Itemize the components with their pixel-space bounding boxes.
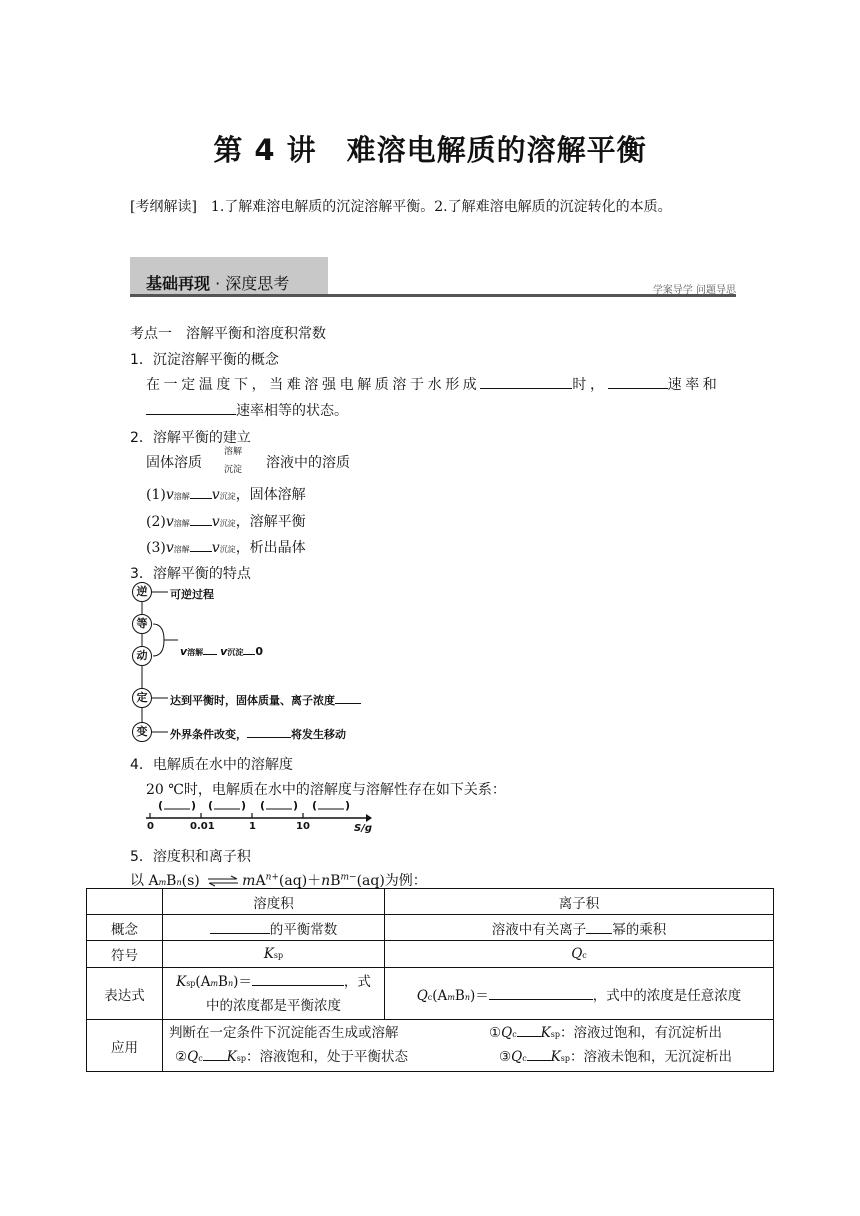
circle-ni: 逆 <box>132 582 152 602</box>
banner-title: 基础再现 · 深度思考 <box>146 274 290 293</box>
rate-item-2: (2)v溶解 v沉淀，溶解平衡 <box>146 514 306 530</box>
ksp-concept: 的平衡常数 <box>163 915 385 941</box>
qc-concept: 溶液中有关离子 幂的乘积 <box>385 915 774 941</box>
circle-deng: 等 <box>132 614 152 634</box>
svg-text:(: ( <box>312 799 318 812</box>
section-4-text: 20 ℃时，电解质在水中的溶解度与溶解性存在如下关系： <box>146 782 506 798</box>
tick-1: 1 <box>249 821 256 832</box>
banner-rule <box>130 294 736 297</box>
svg-text:(: ( <box>158 799 164 812</box>
brace <box>153 624 164 656</box>
section-3-heading: 3．溶解平衡的特点 <box>130 566 251 582</box>
page-title: 第 4 讲 难溶电解质的溶解平衡 <box>213 133 647 167</box>
banner-right-text: 学案导学 问题导思 <box>652 285 736 296</box>
header-ksp: 溶度积 <box>163 889 385 915</box>
solubility-axis <box>140 798 380 836</box>
section-2-heading: 2．溶解平衡的建立 <box>130 430 251 446</box>
blank <box>146 401 236 415</box>
features-diagram-lines <box>128 582 388 742</box>
feature-reversible: 可逆过程 <box>170 588 214 601</box>
rate-item-3: (3)v溶解 v沉淀，析出晶体 <box>146 540 306 556</box>
solid-solute: 固体溶质 <box>146 455 202 471</box>
tick-0: 0 <box>147 821 154 832</box>
blank <box>608 375 668 389</box>
svg-text:): ) <box>191 799 197 812</box>
row-label-expression: 表达式 <box>87 968 163 1020</box>
ksp-expression: Ksp(AmBn)＝ ，式 中的浓度都是平衡浓度 <box>163 968 385 1020</box>
solution-solute: 溶液中的溶质 <box>266 455 350 471</box>
section-4-heading: 4．电解质在水中的溶解度 <box>130 757 293 773</box>
svg-text:(: ( <box>208 799 214 812</box>
arrow-label-precipitate: 沉淀 <box>224 465 243 475</box>
axis-label: S/g <box>354 823 373 834</box>
ksp-table <box>86 888 774 1072</box>
blank <box>480 375 572 389</box>
ksp-symbol: Ksp <box>163 941 385 968</box>
header-qc: 离子积 <box>385 889 774 915</box>
section-1-heading: 1．沉淀溶解平衡的概念 <box>130 352 279 368</box>
arrow-label-dissolve: 溶解 <box>224 447 243 457</box>
tick-0.01: 0.01 <box>190 821 215 832</box>
row-label-concept: 概念 <box>87 915 163 941</box>
equilibrium-arrow-icon <box>206 875 240 887</box>
qc-symbol: Qc <box>385 941 774 968</box>
section-5-intro: 以 AmBn(s) $mA^{n+}(aq)+nB^{m-}(aq)$为例： <box>130 872 427 889</box>
feature-constant: 达到平衡时，固体质量、离子浓度 <box>170 692 361 708</box>
syllabus-note: [考纲解读] 1.了解难溶电解质的沉淀溶解平衡。2.了解难溶电解质的沉淀转化的本质。 <box>130 199 672 215</box>
row-label-symbol: 符号 <box>87 941 163 968</box>
circle-dong: 动 <box>132 646 152 666</box>
svg-text:(: ( <box>260 799 266 812</box>
section-5-heading: 5．溶度积和离子积 <box>130 849 251 865</box>
application-cell: 判断在一定条件下沉淀能否生成或溶解 ①Qc Ksp：溶液过饱和，有沉淀析出 ②Qc Ksp：溶液饱和，处于平衡状态 ③Qc Ksp：溶液未饱和，无沉淀析出 <box>163 1020 774 1072</box>
circle-ding: 定 <box>132 688 152 708</box>
rate-item-1: (1)v溶解 v沉淀，固体溶解 <box>146 487 306 503</box>
section-1-line-2: 速率相等的状态。 <box>146 400 348 420</box>
row-label-application: 应用 <box>87 1020 163 1072</box>
section-banner <box>130 257 736 297</box>
qc-expression: Qc(AmBn)＝ ，式中的浓度是任意浓度 <box>385 968 774 1020</box>
tick-10: 10 <box>296 821 310 832</box>
feature-shift: 外界条件改变， 将发生移动 <box>170 728 346 741</box>
circle-bian: 变 <box>132 722 152 742</box>
svg-text:): ) <box>345 799 351 812</box>
section-1-line-1: 在一定温度下，当难溶强电解质溶于水形成 时， 速率和 <box>146 377 721 393</box>
feature-rate-equal: v溶解 v沉淀 0 <box>180 645 263 658</box>
svg-text:): ) <box>293 799 299 812</box>
svg-text:): ) <box>241 799 247 812</box>
kaodian-heading: 考点一 溶解平衡和溶度积常数 <box>130 326 326 342</box>
